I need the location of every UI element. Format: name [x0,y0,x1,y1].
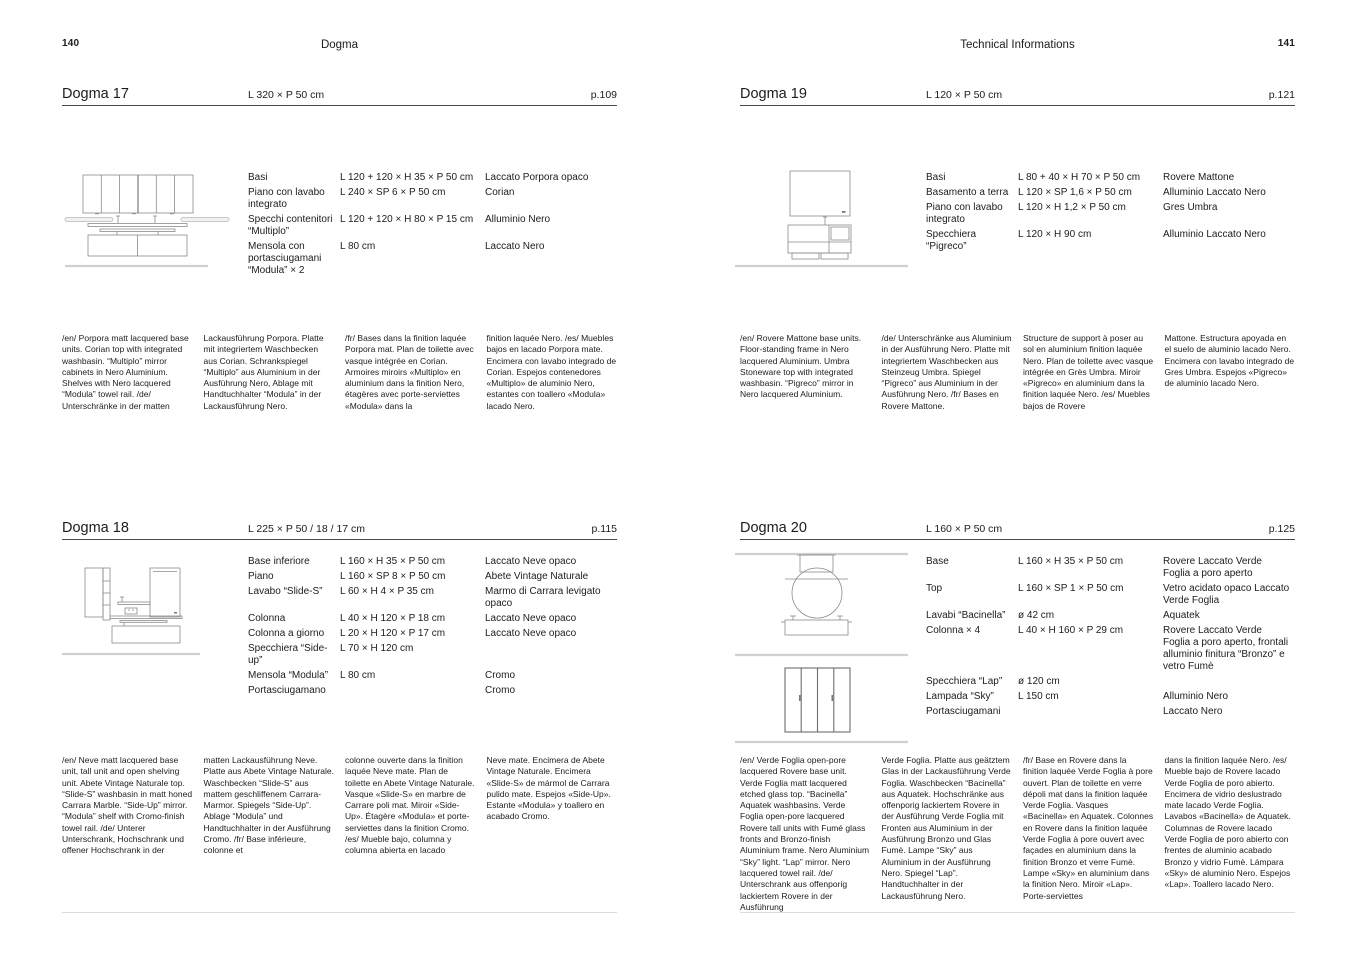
spec-row [248,628,617,640]
spec-label: Lavabi “Bacinella” [926,610,1006,621]
description-de: Lackausführung Porpora. Platte mit integriertem Waschbecken aus Corian. Schrankspiegel “Multiplo” aus Aluminium in der Ausführung Nero, Ablage mit Handtuchhalter “Modula” in der Lackausführung Nero. [203,333,324,411]
spec-row [926,583,1295,607]
section-title: Dogma 17 [62,86,129,102]
spec-dimension: L 120 + 120 × H 35 × P 50 cm [340,172,474,183]
spec-row [248,685,617,697]
description-de: Verde Foglia. Platte aus geätztem Glas in der Lackausführung Verde Foglia. Waschbecken “Bacinella” aus Aquatek. Hochschränke aus offenporig lackiertem Rovere in der Ausführung Verde Foglia mit Fronten aus Aluminium in der Ausführung Bronzo und Glas Fumè. Lampe “Sky” aus Aluminium in der Ausführung Nero. Spiegel “Lap”. Handtuchhalter in der Lackausführung Nero. [881,755,1011,901]
section-dimensions: L 120 × P 50 cm [926,89,1003,101]
spec-row [926,229,1295,253]
spec-finish [485,643,617,667]
left-page-title: Dogma [320,39,359,51]
spec-dimension: L 160 × SP 8 × P 50 cm [340,571,446,582]
spec-row [248,214,617,238]
spec-label: Mensola con portasciugamani “Modula” × 2 [248,241,322,276]
spec-label: Portasciugamano [248,685,326,696]
description-en: /en/ Neve matt lacquered base unit, tall unit and open shelving unit. Abete Vintage Naturale top. “Slide-S” washbasin in matt honed Carrara Marble. “Side-Up” mirror. “Modula” shelf with Cromo-finish towel rail. /de/ Unterer Unterschrank, Hochschrank und offener Hochschrank in der [62,755,193,856]
section-header [740,518,1295,540]
section-page-ref: p.109 [590,89,617,101]
spec-finish: Alluminio Nero [485,214,551,225]
spec-label: Base inferiore [248,556,310,567]
spec-row [248,172,617,184]
spec-dimension: L 60 × H 4 × P 35 cm [340,586,434,597]
spec-dimension: L 160 × H 35 × P 50 cm [340,556,446,567]
spec-finish: Cromo [485,685,516,696]
spec-finish: Rovere Laccato Verde Foglia a poro aperto, frontali alluminio finitura “Bronzo” e vetro Fumè [1163,625,1289,672]
spec-table [926,172,1295,256]
description-row [62,755,617,857]
spec-dimension: L 120 × H 90 cm [1018,229,1092,240]
section-page-ref: p.125 [1268,523,1295,535]
spec-table [248,556,617,700]
spec-finish: Abete Vintage Naturale [485,571,589,582]
spec-dimension: L 80 cm [340,241,376,252]
spec-row [248,613,617,625]
spec-finish: Rovere Mattone [1163,172,1235,183]
description-es: dans la finition laquée Nero. /es/ Mueble bajo de Rovere lacado Verde Foglia de poro abierto. Encimera de vidrio deslustrado mate lacado Verde Foglia. Lavabos «Bacinella» de Aquatek. Columnas de Rovere lacado Verde Foglia de poro abierto con frentes de aluminio acabado Bronzo y vidrio Fumè. Lámpara «Sky» de aluminio Nero. Espejos «Lap». Toallero lacado Nero. [1164,755,1291,890]
spec-dimension: L 20 × H 120 × P 17 cm [340,628,446,639]
spec-row [926,556,1295,580]
spec-dimension [340,685,485,697]
right-page-title: Technical Informations [960,39,1075,51]
description-en: /en/ Verde Foglia open-pore lacquered Rovere base unit. Verde Foglia matt lacquered etched glass top. “Bacinella” Aquatek washbasins. Verde Foglia open-pore lacquered Rovere tall units with Fumé glass fronts and Bronzo-finish Aluminium frame. Nero Aluminium “Sky” light. “Lap” mirror. Nero lacquered towel rail. /de/ Unterschrank aus offenporig lackiertem Rovere in der Ausführung [740,755,870,912]
dogma-17-technical-drawing [62,160,232,275]
spec-label: Colonna × 4 [926,625,981,636]
description-row [62,333,617,412]
section-dogma-18 [62,518,617,856]
section-dimensions: L 160 × P 50 cm [926,523,1003,535]
description-fr: /fr/ Bases dans la finition laquée Porpora mat. Plan de toilette avec vasque intégrée en Corian. Armoires miroirs «Multiplo» en aluminium dans la finition Nero, étagères avec porte-serviettes «Modula» dans la [345,333,474,411]
spec-dimension: L 120 × H 1,2 × P 50 cm [1018,202,1126,213]
spec-finish: Aquatek [1163,610,1200,621]
spec-dimension: L 240 × SP 6 × P 50 cm [340,187,446,198]
description-fr: Structure de support à poser au sol en aluminium finition laquée Nero. Plan de toilette avec vasque intégrée en Grès Umbra. Miroir «Pigreco» en aluminium dans la finition laquée Nero. /es/ Muebles bajos de Rovere [1023,333,1154,411]
spec-label: Colonna [248,613,286,624]
right-page-number: 141 [1277,38,1295,49]
spec-finish: Laccato Nero [1163,706,1223,717]
spec-row [926,706,1295,718]
spec-finish: Gres Umbra [1163,202,1218,213]
spec-label: Mensola “Modula” [248,670,329,681]
description-en: /en/ Rovere Mattone base units. Floor-standing frame in Nero lacquered Aluminium. Umbra Stoneware top with integrated washbasin. “Pigreco” mirror in Nero lacquered Aluminium. [740,333,862,400]
spec-label: Basamento a terra [926,187,1009,198]
spec-dimension: L 40 × H 120 × P 18 cm [340,613,446,624]
section-page-ref: p.121 [1268,89,1295,101]
spec-table [248,172,617,280]
spec-dimension: L 40 × H 160 × P 29 cm [1018,625,1124,636]
spec-label: Basi [248,172,268,183]
description-en: /en/ Porpora matt lacquered base units. Corian top with integrated washbasin. “Multiplo” mirror cabinets in Nero Aluminium. Shelves with Nero lacquered “Modula” towel rail. /de/ Unterschränke in der matten [62,333,189,411]
section-dogma-17 [62,84,617,411]
section-title: Dogma 20 [740,520,807,536]
section-dimensions: L 320 × P 50 cm [248,89,325,101]
spec-row [926,676,1295,688]
spec-label: Base [926,556,949,567]
spec-row [248,670,617,682]
spec-label: Piano con lavabo integrato [248,187,325,210]
spec-finish: Laccato Neve opaco [485,613,577,624]
spec-finish: Corian [485,187,515,198]
description-es: Mattone. Estructura apoyada en el suelo de aluminio lacado Nero. Encimera con lavabo integrado de Gres Umbra. Espejos «Pigreco» de aluminio lacado Nero. [1164,333,1295,389]
left-page-bottom-rule [62,912,617,913]
dogma-19-technical-drawing [735,158,910,270]
spec-finish: Laccato Neve opaco [485,628,577,639]
spec-row [926,202,1295,226]
spec-label: Specchi contenitori “Multiplo” [248,214,333,237]
spec-dimension: ø 120 cm [1018,676,1060,687]
spec-dimension: L 160 × SP 1 × P 50 cm [1018,583,1124,594]
spec-finish: Laccato Neve opaco [485,556,577,567]
spec-label: Specchiera “Side-up” [248,643,328,666]
spec-finish: Alluminio Laccato Nero [1163,187,1266,198]
spec-finish: Laccato Porpora opaco [485,172,589,183]
section-dogma-19 [740,84,1295,411]
spec-dimension: L 160 × H 35 × P 50 cm [1018,556,1124,567]
spec-row [926,625,1295,673]
spec-row [248,586,617,610]
spec-row [926,187,1295,199]
section-title: Dogma 18 [62,520,129,536]
description-es: finition laquée Nero. /es/ Muebles bajos en lacado Porpora mate. Encimera con lavabo integrado de Corian. Espejos contenedores «Multiplo» de aluminio Nero, estantes con toallero «Modula» lacado Nero. [486,333,617,411]
spec-label: Lampada “Sky” [926,691,994,702]
description-fr: colonne ouverte dans la finition laquée Neve mate. Plan de toilette en Abete Vintage Naturale. Vasque «Slide-S» en marbre de Carrare poli mat. Miroir «Side-Up». Étagère «Modula» et porte-serviettes dans la finition Cromo. /es/ Mueble bajo, columna y columna abierta en lacado [345,755,475,856]
section-header [62,84,617,106]
dogma-18-technical-drawing [62,550,207,660]
spec-row [248,241,617,277]
section-title: Dogma 19 [740,86,807,102]
spec-finish: Rovere Laccato Verde Foglia a poro aperto [1163,556,1262,579]
spec-finish: Vetro acidato opaco Laccato Verde Foglia [1163,583,1290,606]
description-de: matten Lackausführung Neve. Platte aus Abete Vintage Naturale. Waschbecken “Slide-S” aus mattem geschliffenem Carrara-Marmor. Spiegels “Side-Up”. Ablage “Modula” und Handtuchhalter in der Ausführung Cromo. /fr/ Base inférieure, colonne et [203,755,334,856]
section-header [740,84,1295,106]
section-header [62,518,617,540]
spec-label: Colonna a giorno [248,628,325,639]
section-page-ref: p.115 [591,523,617,535]
spec-label: Portasciugamani [926,706,1001,717]
spec-finish [1163,676,1295,688]
description-row [740,333,1295,412]
spec-dimension: L 120 × SP 1,6 × P 50 cm [1018,187,1132,198]
spec-row [926,610,1295,622]
section-dogma-20 [740,518,1295,912]
spec-label: Specchiera “Lap” [926,676,1003,687]
spec-label: Top [926,583,943,594]
spec-finish: Laccato Nero [485,241,545,252]
description-row [740,755,1295,913]
dogma-20-technical-drawing [735,543,910,745]
description-fr: /fr/ Base en Rovere dans la finition laquée Verde Foglia à pore ouvert. Plan de toilette en verre dépoli mat dans la finition laquée Verde Foglia. Vasques «Bacinella» en Aquatek. Colonnes en Rovere dans la finition laquée Verde Foglia à pore ouvert avec façades en aluminium dans la finition Bronzo et verre Fumè. Lampe «Sky» en aluminium dans la finition Nero. Miroir «Lap». Porte-serviettes [1023,755,1154,901]
spec-label: Specchiera “Pigreco” [926,229,977,252]
spec-dimension: L 80 cm [340,670,376,681]
spec-dimension [1018,706,1163,718]
right-page-bottom-rule [740,912,1295,913]
spec-row [926,172,1295,184]
description-de: /de/ Unterschränke aus Aluminium in der Ausführung Nero. Platte mit integriertem Waschbecken aus Steinzeug Umbra. Spiegel “Pigreco” aus Aluminium in der Ausführung Nero. /fr/ Bases en Rovere Mattone. [881,333,1012,411]
spec-label: Piano [248,571,274,582]
spec-table [926,556,1295,721]
spec-row [248,556,617,568]
spec-dimension: L 120 + 120 × H 80 × P 15 cm [340,214,474,225]
spec-finish: Marmo di Carrara levigato opaco [485,586,601,609]
spec-label: Basi [926,172,946,183]
spec-dimension: L 70 × H 120 cm [340,643,414,654]
spec-row [248,187,617,211]
spec-finish: Cromo [485,670,516,681]
left-page-number: 140 [62,38,80,49]
spec-row [926,691,1295,703]
spec-label: Lavabo “Slide-S” [248,586,323,597]
spec-label: Piano con lavabo integrato [926,202,1003,225]
spec-dimension: L 150 cm [1018,691,1059,702]
spec-row [248,643,617,667]
spec-finish: Alluminio Nero [1163,691,1229,702]
spec-dimension: L 80 + 40 × H 70 × P 50 cm [1018,172,1141,183]
spec-dimension: ø 42 cm [1018,610,1055,621]
spec-row [248,571,617,583]
spec-finish: Alluminio Laccato Nero [1163,229,1266,240]
description-es: Neve mate. Encimera de Abete Vintage Naturale. Encimera «Slide-S» de mármol de Carrara pulido mate. Espejos «Side-Up». Estante «Modula» y toallero en acabado Cromo. [486,755,611,822]
section-dimensions: L 225 × P 50 / 18 / 17 cm [248,523,366,535]
